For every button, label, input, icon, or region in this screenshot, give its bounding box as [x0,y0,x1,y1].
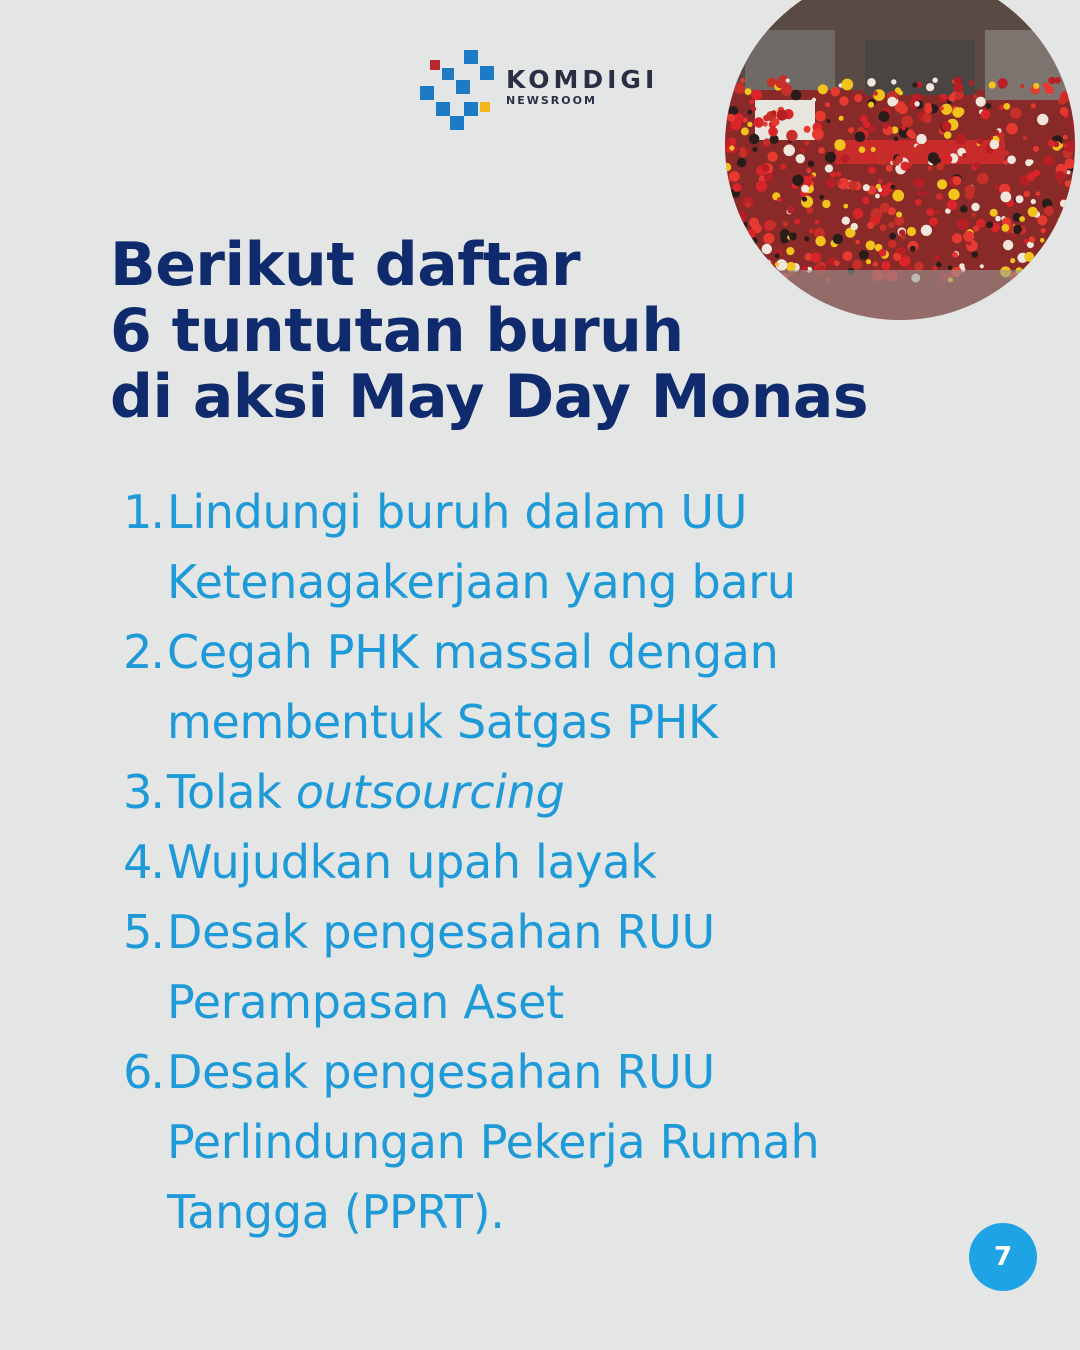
demand-text: Lindungi buruh dalam UU [167,485,748,539]
demand-text: Wujudkan upah layak [167,835,657,889]
demand-text: Cegah PHK massal dengan [167,625,779,679]
demand-text [167,757,819,827]
demand-text-italic: outsourcing [295,765,565,819]
demand-item [110,477,819,617]
demand-text: Perlindungan Pekerja Rumah [167,1115,820,1169]
demand-number: 3. [123,765,163,819]
demand-text: Perampasan Aset [167,975,564,1029]
demand-text: Tangga (PPRT). [167,1185,505,1239]
demand-text-prefix: Tolak [167,765,296,819]
headline-line: Berikut daftar [110,230,581,300]
headline [110,232,868,430]
demand-number: 4. [123,835,163,889]
demand-number: 2. [123,625,163,679]
demand-text: Desak pengesahan RUU [167,905,715,959]
demand-item [110,757,819,827]
brand-subtitle: NEWSROOM [506,94,597,107]
demand-text: Desak pengesahan RUU [167,1045,715,1099]
komdigi-logo [420,50,680,130]
demand-item [110,617,819,757]
komdigi-logo-icon [420,50,500,130]
brand-name: KOMDIGI [506,65,659,94]
demand-number: 5. [123,905,163,959]
demand-item [110,1037,819,1247]
demand-item [110,827,819,897]
page-number-badge: 7 [969,1223,1037,1291]
demand-number: 6. [123,1045,163,1099]
demand-item [110,897,819,1037]
demand-number: 1. [123,485,163,539]
demand-text: membentuk Satgas PHK [167,695,718,749]
headline-line: di aksi May Day Monas [110,362,869,432]
demand-list [110,477,819,1247]
headline-line: 6 tuntutan buruh [110,296,684,366]
demand-text: Ketenagakerjaan yang baru [167,555,796,609]
